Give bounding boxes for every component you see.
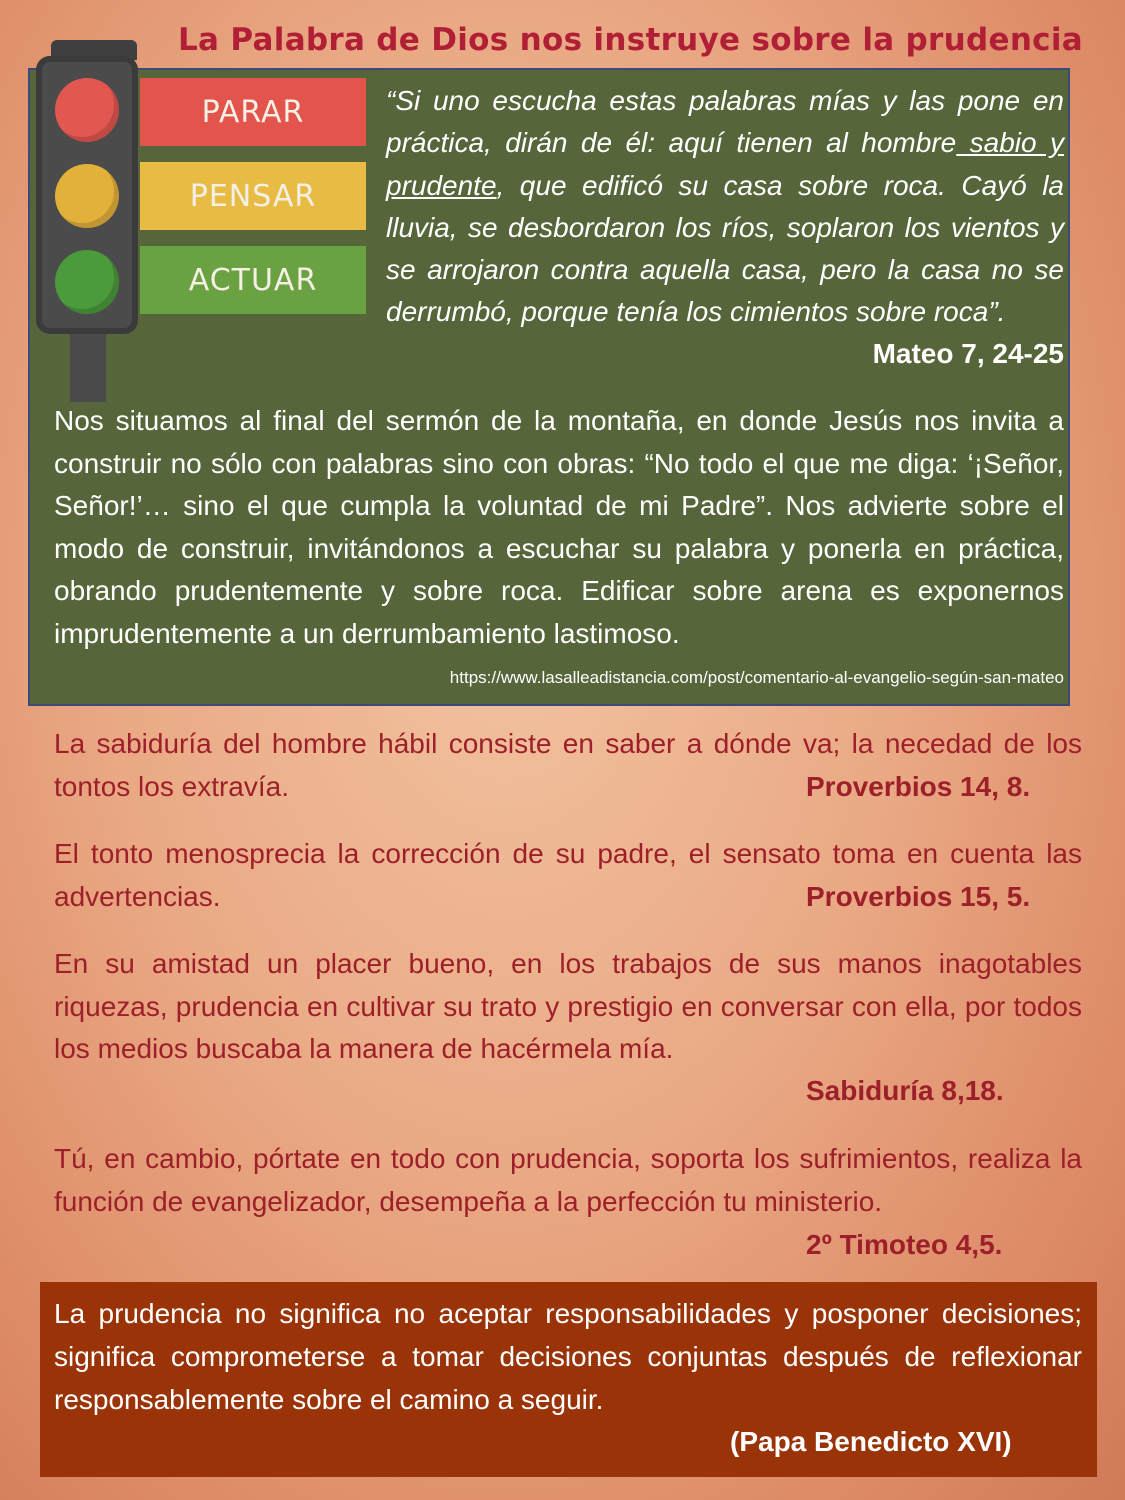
green-lamp-icon xyxy=(55,250,119,314)
page-title: La Palabra de Dios nos instruye sobre la prudencia xyxy=(178,22,1084,58)
quote-reference: Mateo 7, 24-25 xyxy=(872,338,1064,369)
verse-2-text: El tonto menosprecia la corrección de su padre, el sensato toma en cuenta las advertencias. xyxy=(54,838,1082,912)
closing-quote: La prudencia no significa no aceptar responsabilidades y posponer decisiones; significa comprometerse a tomar decisiones conjuntas después de reflexionar responsablemente sobre el camino a seguir. xyxy=(54,1298,1082,1415)
traffic-light-pole xyxy=(70,330,106,402)
traffic-light-icon xyxy=(36,56,138,334)
commentary-text: Nos situamos al final del sermón de la montaña, en donde Jesús nos invita a construir no sólo con palabras sino con obras: “No todo el que me diga: ‘¡Señor, Señor!’… sino el que cumpla la voluntad de mi Padre”. Nos advierte sobre el modo de construir, invitándonos a escuchar su palabra y ponerla en práctica, obrando prudentemente y sobre roca. Edificar sobre arena es exponernos imprudentemente a un derrumbamiento lastimoso. xyxy=(54,405,1064,649)
quote-text-start: “Si uno escucha estas palabras mías y las pone en práctica, dirán de él: aquí tienen al hombre xyxy=(386,85,1064,159)
source-link[interactable]: https://www.lasalleadistancia.com/post/comentario-al-evangelio-según-san-mateo xyxy=(449,668,1064,687)
quote-underlined: sabio y prudente xyxy=(386,127,1064,201)
sign-pensar: PENSAR xyxy=(140,162,366,230)
verse-2-reference: Proverbios 15, 5. xyxy=(806,881,1031,912)
red-lamp-icon xyxy=(55,78,119,142)
quote-text-end: , que edificó su casa sobre roca. Cayó la lluvia, se desbordaron los ríos, soplaron los vientos y se arrojaron contra aquella casa, pero la casa no se derrumbó, porque tenía los cimientos sobre roca”. xyxy=(386,169,1064,328)
closing-reference: (Papa Benedicto XVI) xyxy=(730,1426,1012,1457)
verse-4-text: Tú, en cambio, pórtate en todo con prudencia, soporta los sufrimientos, realiza la función de evangelizador, desempeña a la perfección tu ministerio. xyxy=(54,1143,1082,1217)
sign-actuar: ACTUAR xyxy=(140,246,366,314)
yellow-lamp-icon xyxy=(55,164,119,228)
sign-parar: PARAR xyxy=(140,78,366,146)
verse-3-reference: Sabiduría 8,18. xyxy=(806,1075,1004,1106)
gospel-quote xyxy=(386,80,1064,334)
verse-4-reference: 2º Timoteo 4,5. xyxy=(806,1229,1003,1260)
verse-3-text: En su amistad un placer bueno, en los trabajos de sus manos inagotables riquezas, prudencia en cultivar su trato y prestigio en conversar con ella, por todos los medios buscaba la manera de hacérmela mía. xyxy=(54,948,1082,1064)
verse-1-reference: Proverbios 14, 8. xyxy=(806,771,1031,802)
verse-1-text: La sabiduría del hombre hábil consiste en saber a dónde va; la necedad de los tontos los extravía. xyxy=(54,728,1082,802)
